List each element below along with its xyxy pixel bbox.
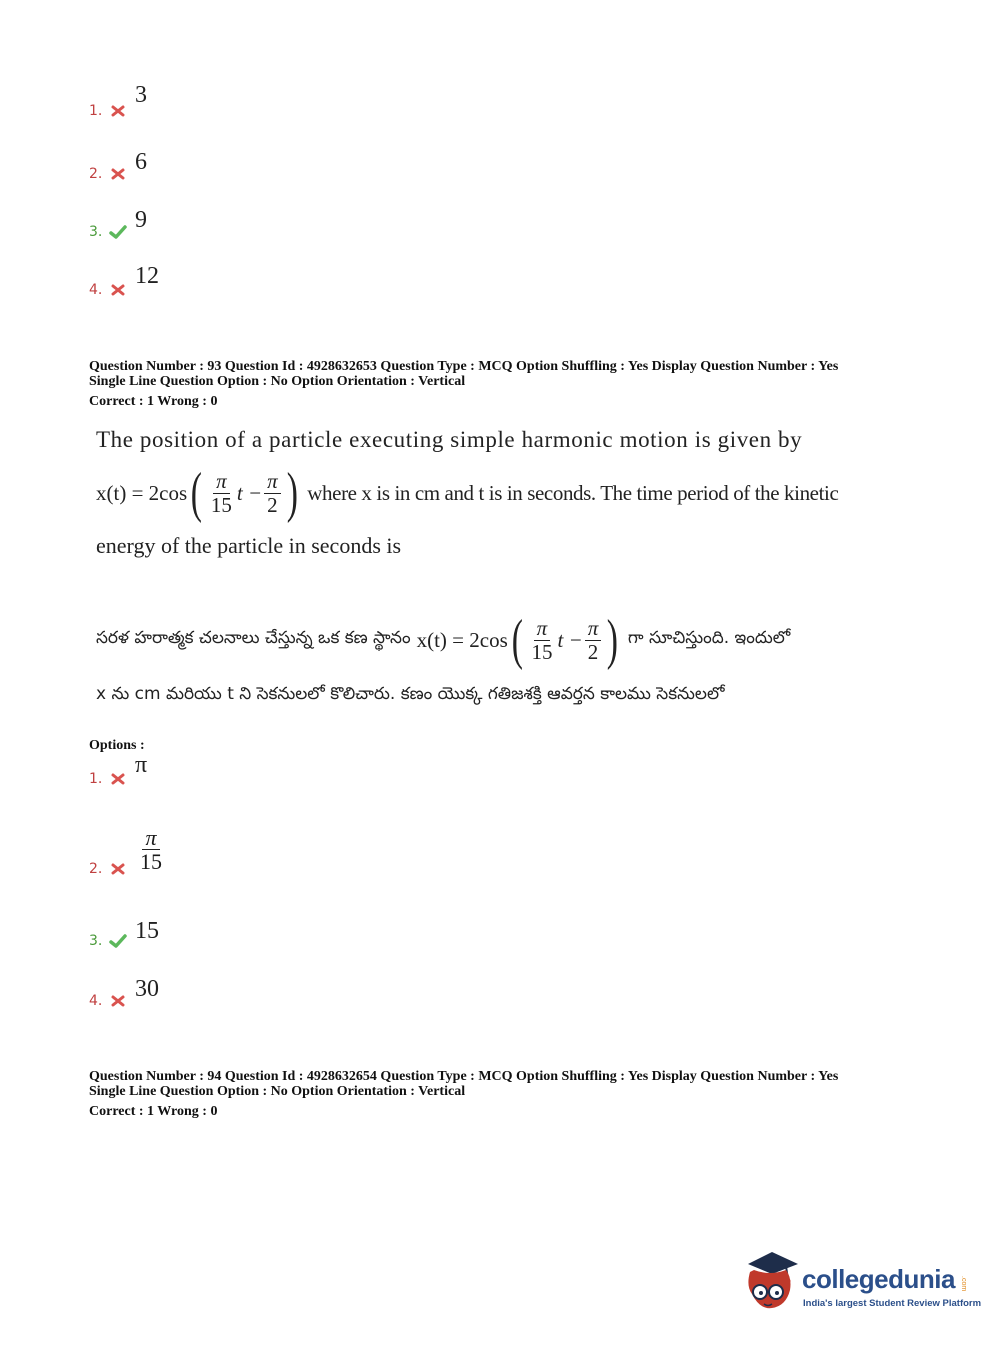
equation	[96, 462, 301, 524]
option-value: 15	[135, 918, 159, 944]
equation-lhs: x(t) = 2cos	[416, 627, 508, 652]
correct-check-icon	[109, 224, 127, 240]
meta-line-2: Single Line Question Option : No Option Orientation : Vertical	[89, 374, 466, 389]
option-number: 3.	[89, 933, 103, 949]
option-number: 2.	[89, 861, 103, 878]
meta-line-3: Correct : 1 Wrong : 0	[89, 1104, 218, 1119]
collegedunia-logo	[742, 1250, 982, 1320]
close-paren: )	[606, 609, 619, 671]
close-paren: )	[286, 462, 298, 524]
question-text-te-line1	[96, 609, 791, 671]
wrong-cross-icon	[109, 771, 127, 787]
fraction-num: π	[213, 470, 230, 493]
logo-tagline: India's largest Student Review Platform	[803, 1298, 982, 1309]
question-text-en-line1: The position of a particle executing simple harmonic motion is given by	[96, 427, 803, 452]
wrong-cross-icon	[109, 282, 127, 298]
prev-option-2	[89, 149, 147, 182]
option-number: 4.	[89, 282, 103, 298]
meta-line-3: Correct : 1 Wrong : 0	[89, 394, 218, 409]
fraction-num: π	[264, 470, 281, 493]
fraction-den: 2	[267, 492, 278, 517]
question-meta	[89, 1069, 838, 1119]
wrong-cross-icon	[109, 166, 127, 182]
option-value: 12	[135, 263, 159, 289]
question-meta	[89, 359, 838, 409]
question-text-en-line3: energy of the particle in seconds is	[96, 533, 402, 558]
correct-check-icon	[109, 933, 127, 949]
question-text-te-line2: x ను cm మరియు t ని సెకనులలో కొలిచారు. కణం యొక్క గతిజశక్తి ఆవర్తన కాలము సెకనులలో	[96, 684, 725, 704]
option-number: 4.	[89, 993, 103, 1009]
option-number: 1.	[89, 771, 103, 787]
meta-line-1: Question Number : 94 Question Id : 4928632654 Question Type : MCQ Option Shuffling : Yes Display Question Number : Yes	[89, 1069, 839, 1084]
wrong-cross-icon	[109, 993, 127, 1009]
option-3	[89, 918, 159, 949]
option-number: 3.	[89, 224, 103, 240]
option-4	[89, 976, 159, 1009]
equation	[416, 609, 622, 671]
option-value: 30	[135, 976, 159, 1002]
option-number: 2.	[89, 166, 103, 182]
option-number: 1.	[89, 103, 103, 119]
option-value: 3	[135, 82, 147, 108]
logo-suffix: .com	[960, 1276, 967, 1292]
prev-option-1	[89, 82, 147, 119]
mascot-icon	[742, 1250, 802, 1314]
open-paren: (	[190, 462, 203, 524]
question-text-en-line2	[96, 462, 839, 524]
fraction-den: 15	[531, 639, 553, 664]
logo-wordmark: collegedunia	[802, 1264, 955, 1294]
telugu-text: గా సూచిస్తుంది. ఇందులో	[627, 628, 791, 648]
option-2	[89, 825, 167, 878]
fraction-num: π	[534, 617, 551, 640]
fraction	[528, 617, 555, 662]
fraction-den: 15	[210, 492, 232, 517]
fraction-num: π	[585, 617, 602, 640]
fraction	[585, 617, 602, 662]
option-1	[89, 752, 148, 787]
wrong-cross-icon	[109, 861, 127, 877]
options-label: Options :	[89, 738, 145, 753]
meta-line-2: Single Line Question Option : No Option Orientation : Vertical	[89, 1084, 466, 1099]
equation-t: t −	[236, 480, 263, 505]
fraction-den: 2	[587, 639, 599, 664]
option-value: π	[135, 752, 148, 778]
fraction	[264, 470, 281, 515]
fraction-den: 15	[140, 849, 162, 875]
prev-option-4	[89, 263, 159, 298]
option-value: 9	[135, 207, 147, 233]
prev-option-3	[89, 207, 147, 240]
option-value: 6	[135, 149, 147, 175]
equation-t: t −	[557, 627, 583, 652]
fraction-num: π	[142, 826, 159, 850]
option-value-fraction	[137, 826, 165, 873]
telugu-text: సరళ హరాత్మక చలనాలు చేస్తున్న ఒక కణ స్థానం	[96, 628, 411, 648]
question-text-continuation: where x is in cm and t is in seconds. The time period of the kinetic	[307, 480, 839, 505]
wrong-cross-icon	[109, 103, 127, 119]
equation-lhs: x(t) = 2cos	[96, 480, 188, 505]
meta-line-1: Question Number : 93 Question Id : 4928632653 Question Type : MCQ Option Shuffling : Yes Display Question Number : Yes	[89, 359, 839, 374]
open-paren: (	[511, 609, 523, 671]
fraction	[208, 470, 235, 515]
